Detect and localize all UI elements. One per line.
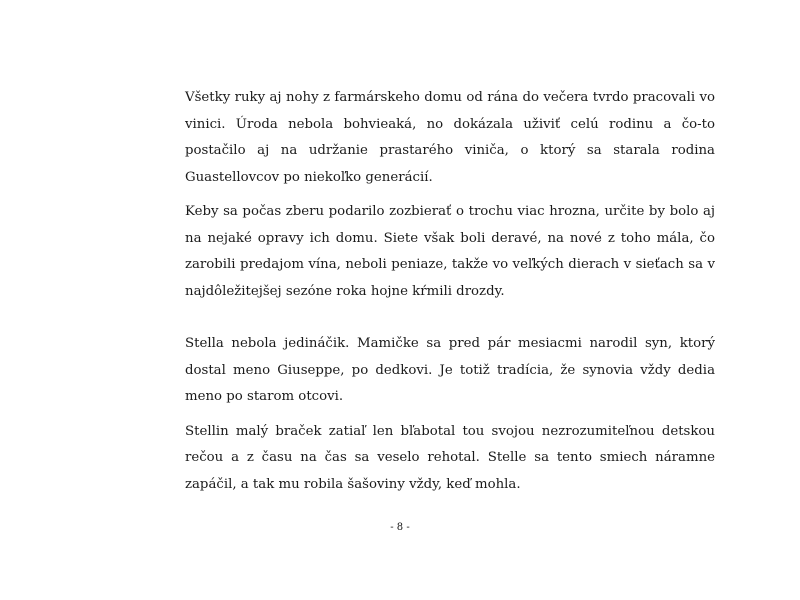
paragraph: Všetky ruky aj nohy z farmárskeho domu od rána do večera tvrdo pracovali vo vinici. Úroda nebola bohvieaká, no dokázala uživiť celú rodinu a čo-to postačilo aj na udržanie prastarého viniča, o ktorý sa starala rodina Guastellovcov po niekoľko generácií. <box>185 90 715 185</box>
text-section-2 <box>185 331 715 506</box>
paragraph: Keby sa počas zberu podarilo zozbierať o trochu viac hrozna, určite by bolo aj na nejaké opravy ich domu. Siete však boli deravé, na nové z toho mála, čo zarobili predajom vína, neboli peniaze, takže vo veľkých dierach v sieťach sa v najdôležitejšej sezóne roka hojne kŕmili drozdy. <box>185 204 715 299</box>
page-number: - 8 - <box>390 522 410 533</box>
text-section-1 <box>185 85 715 313</box>
paragraph: Stellin malý braček zatiaľ len bľabotal tou svojou nezrozumiteľnou detskou rečou a z času na čas sa veselo rehotal. Stelle sa tento smiech náramne zapáčil, a tak mu robila šašoviny vždy, keď mohla. <box>185 423 715 492</box>
paragraph: Stella nebola jedináčik. Mamičke sa pred pár mesiacmi narodil syn, ktorý dostal meno Giuseppe, po dedkovi. Je totiž tradícia, že synovia vždy dedia meno po starom otcovi. <box>185 336 715 404</box>
